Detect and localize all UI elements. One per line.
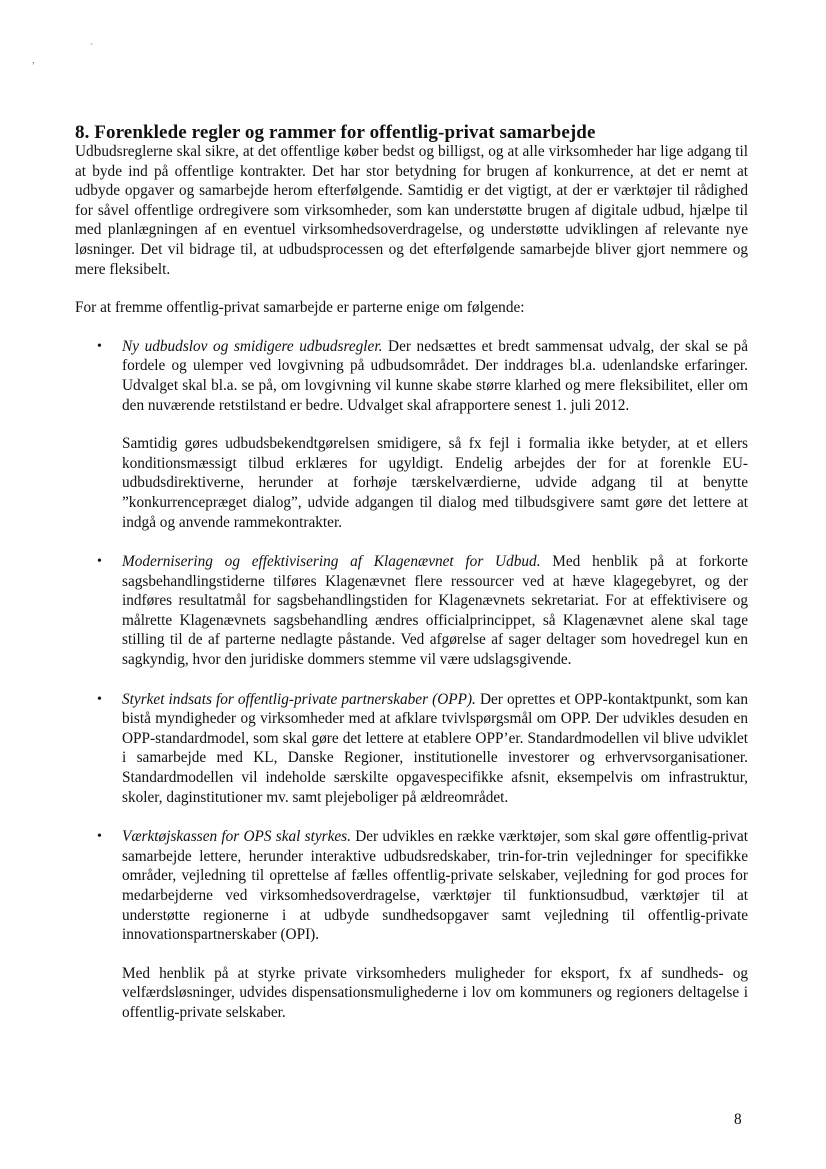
agreement-list <box>75 337 748 1023</box>
list-item-text: Der nedsættes et bredt sammensat udvalg, der skal se på fordele og ulemper ved lovgivning på udbudsområdet. Der inddrages bl.a. udenlandske erfaringer. Udvalget skal bl.a. se på, om lovgivning vil kunne skabe større klarhed og mere fleksibilitet, eller om den nuværende retstilstand er bedre. Udvalget skal afrapportere senest 1. juli 2012. <box>122 337 748 414</box>
list-item-title: Modernisering og effektivisering af Klagenævnet for Udbud. <box>122 553 541 571</box>
list-item-title: Værktøjskassen for OPS skal styrkes. <box>122 828 351 846</box>
bullet-icon: • <box>97 691 102 707</box>
list-item-vaerktoejskassen <box>75 827 748 1022</box>
list-item-title: Ny udbudslov og smidigere udbudsregler. <box>122 337 383 355</box>
page-number: 8 <box>734 1111 742 1128</box>
list-item-text: Der udvikles en række værktøjer, som skal gøre offentlig-privat samarbejde lettere, herunder interaktive udbudsredskaber, trin-for-trin vejledninger for specifikke områder, vejledning til oprettelse af fælles offentlig-private selskaber, vejledning for god proces for medarbejderne ved virksomhedsoverdragelse, værktøjer til funktionsudbud, værktøjer til at understøtte regionerne i at udbyde sundhedsopgaver samt vejledning til offentlig-private innovationspartnerskaber (OPI). <box>122 828 748 944</box>
bullet-icon: • <box>97 554 102 570</box>
scan-speck-left: , <box>32 55 35 66</box>
list-item-opp <box>75 690 748 808</box>
list-item-paragraph <box>122 690 748 808</box>
list-item-udbudslov <box>75 337 748 532</box>
document-body <box>75 121 748 1043</box>
list-item-extra-paragraph: Samtidig gøres udbudsbekendtgørelsen smidigere, så fx fejl i formalia ikke betyder, at et ellers konditionsmæssigt tilbud erklæres for ugyldigt. Endelig arbejdes der for at forenkle EU-udbudsdirektiverne, herunder at forhøje tærskelværdierne, udvide adgang til at benytte ”konkurrencepræget dialog”, udvide adgangen til dialog med tilbudsgivere samt gøre det lettere at indgå og anvende rammekontrakter. <box>122 435 748 531</box>
list-item-title: Styrket indsats for offentlig-private partnerskaber (OPP). <box>122 690 476 708</box>
list-item-extra-paragraph: Med henblik på at styrke private virksomheders muligheder for eksport, fx af sundheds- og velfærdsløsninger, udvides dispensationsmulighederne i lov om kommuners og regioners deltagelse i offentlig-private selskaber. <box>122 964 748 1021</box>
intro-paragraph: Udbudsreglerne skal sikre, at det offentlige køber bedst og billigst, og at alle virksomheder har lige adgang til at byde ind på offentlige kontrakter. Det har stor betydning for brugen af konkurrence, at det er nemt at udbyde opgaver og samarbejde herom efterfølgende. Samtidig er det vigtigt, at der er værktøjer til rådighed for såvel offentlige ordregivere som virksomheder, som kan understøtte brugen af digitale udbud, hjælpe til med planlægningen af en eventuel virksomhedsoverdragelse, og understøtte udviklingen af relevante nye løsninger. Det vil bidrage til, at udbudsprocessen og det efterfølgende samarbejde bliver gjort nemmere og mere fleksibelt. <box>75 143 748 278</box>
lead-paragraph: For at fremme offentlig-privat samarbejde er parterne enige om følgende: <box>75 299 525 317</box>
list-item-text: Med henblik på at forkorte sagsbehandlingstiderne tilføres Klagenævnet flere ressourcer ved at hæve klagegebyret, og der indføres resultatmål for sagsbehandlingstiden for Klagenævnets sekretariat. For at effektivisere og målrette Klagenævnets sagsbehandling ændres officialprincippet, så Klagenævnet alene skal tage stilling til de af parterne nedlagte påstande. Ved afgørelse af sager deltager som hovedregel kun en sagkyndig, hvor den juridiske dommers stemme vil være udslagsgivende. <box>122 553 748 669</box>
bullet-icon: • <box>97 829 102 845</box>
list-item-paragraph <box>122 337 748 415</box>
section-heading: 8. Forenklede regler og rammer for offentlig-privat samarbejde <box>75 122 596 143</box>
list-item-text: Der oprettes et OPP-kontaktpunkt, som kan bistå myndigheder og virksomheder med at afklare tvivlspørgsmål om OPP. Der udvikles desuden en OPP-standardmodel, som skal gøre det lettere at etablere OPP’er. Standardmodellen vil blive udviklet i samarbejde med KL, Danske Regioner, institutionelle investorer og erhvervsorganisationer. Standardmodellen vil indeholde særskilte opgavespecifikke afsnit, eksempelvis om infrastruktur, skoler, daginstitutioner mv. samt plejeboliger på ældreområdet. <box>122 690 748 806</box>
list-item-paragraph <box>122 827 748 945</box>
bullet-icon: • <box>97 338 102 354</box>
list-item-paragraph <box>122 552 748 670</box>
scan-speck-right: ` <box>90 43 94 54</box>
list-item-klagenaevnet <box>75 552 748 670</box>
